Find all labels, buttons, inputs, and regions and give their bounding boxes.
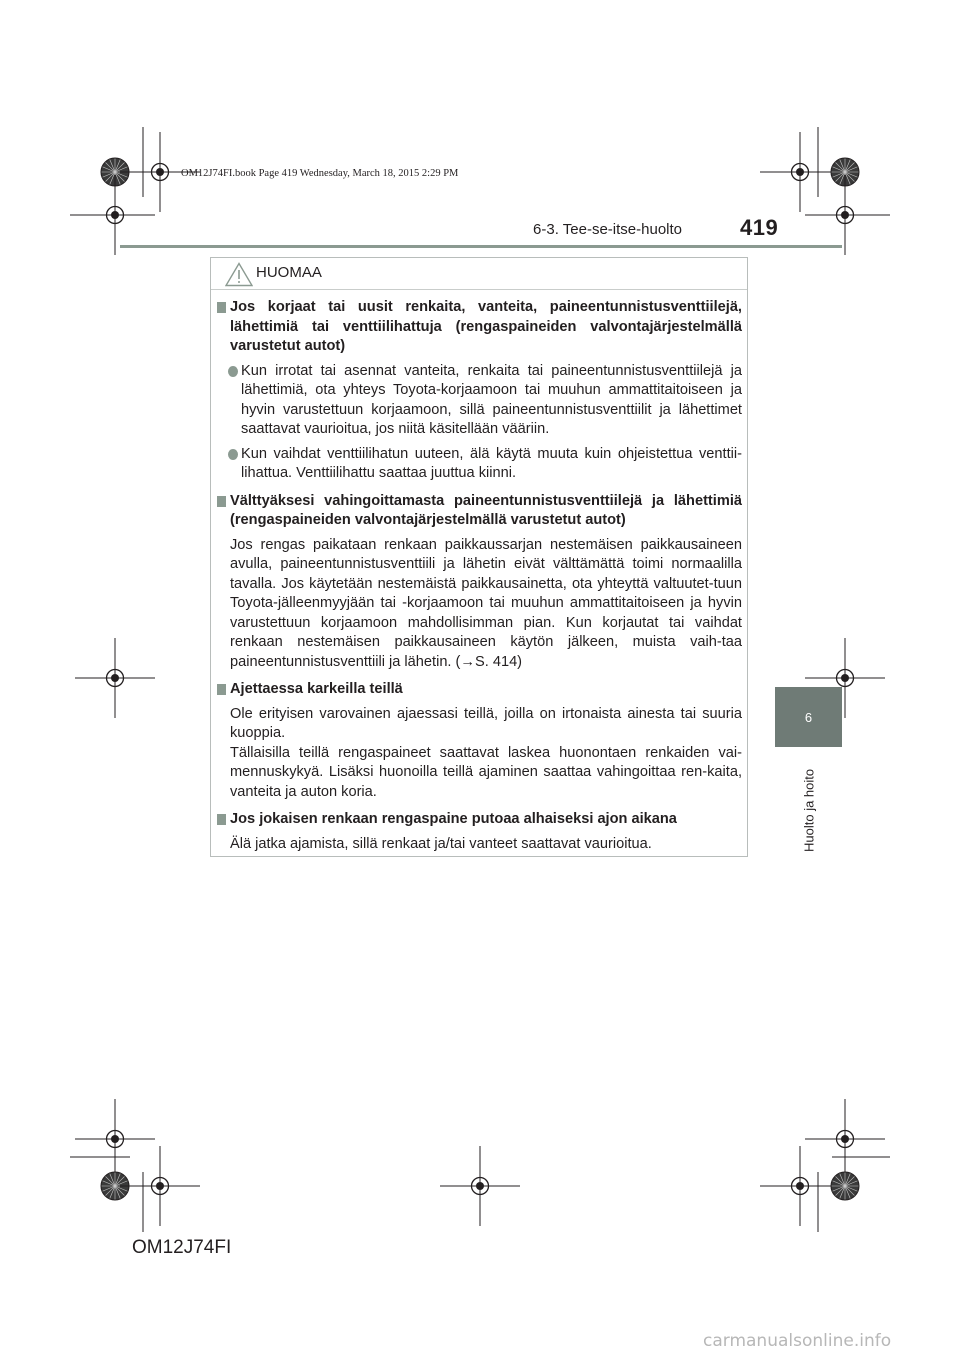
chapter-number: 6 <box>804 709 813 725</box>
warning-triangle-icon <box>225 262 253 287</box>
notice-body <box>217 298 742 854</box>
page-number: 419 <box>740 215 779 240</box>
chapter-tab <box>775 687 842 747</box>
square-bullet-icon <box>217 684 226 695</box>
bullet-item: Kun vaihdat venttiilihatun uuteen, älä käytä muuta kuin ohjeistettua venttii-lihattua. Venttiilihattu saattaa juuttua kiinni. <box>217 445 742 484</box>
section-title: 6-3. Tee-se-itse-huolto <box>533 221 682 238</box>
chapter-title: Huolto ja hoito <box>801 768 817 852</box>
square-bullet-icon <box>217 496 226 507</box>
print-info: OM12J74FI.book Page 419 Wednesday, March 18, 2015 2:29 PM <box>181 168 459 179</box>
square-bullet-icon <box>217 302 226 313</box>
section-heading: Ajettaessa karkeilla teillä <box>217 680 742 700</box>
section-heading: Jos korjaat tai uusit renkaita, vanteita, paineentunnistusventtiilejä, lähettimiä tai venttiilihattuja (rengaspaineiden valvontajärjestelmällä varustetut autot) <box>217 298 742 357</box>
square-bullet-icon <box>217 814 226 825</box>
manual-code: OM12J74FI <box>132 1237 232 1258</box>
round-bullet-icon <box>228 449 238 460</box>
header-rule <box>120 245 842 248</box>
notice-label: HUOMAA <box>256 264 322 281</box>
section-text: Tällaisilla teillä rengaspaineet saattavat laskea huonontaen renkaiden vai-mennuskykyä. Lisäksi huonoilla teillä ajaminen saattaa vahingoittaa ren-kaita, vanteita ja auton koria. <box>230 744 742 800</box>
section-text: Jos rengas paikataan renkaan paikkaussarjan nestemäisen paikkausaineen avulla, paineentunnistusventtiili ja lähetin eivät välttämättä toimi normaalilla tavalla. Jos käytetään nestemäistä paikkausainetta, ota yhteyttä valtuutet-tuun Toyota-jälleenmyyjään tai -korjaamoon tai muuhun ammattitaitoiseen ja hyvin varustettuun korjaamoon mahdollisimman pian. Kun korjautat tai vaihdat renkaan nestemäisen paikkausaineen käytön jälkeen, muista vaih-taa paineentunnistusventtiili ja lähetin. (→S. 414) <box>230 536 742 670</box>
section-heading: Välttyäksesi vahingoittamasta paineentunnistusventtiilejä ja lähettimiä (rengaspaineiden valvontajärjestelmällä varustetut autot) <box>217 492 742 531</box>
notice-header <box>211 258 747 290</box>
notice-box <box>210 257 748 857</box>
section-text: Ole erityisen varovainen ajaessasi teillä, joilla on irtonaista ainesta tai suuria kuoppia. <box>230 705 742 741</box>
bullet-item: Kun irrotat tai asennat vanteita, renkaita tai paineentunnistusventtiilejä ja lähettimiä, ota yhteys Toyota-korjaamoon tai muuhun ammattitaitoiseen ja hyvin varustettuun korjaamoon, sillä paineentunnistusventtiilit ja lähettimet saattavat vaurioitua, jos niitä käsitellään vääriin. <box>217 362 742 440</box>
watermark: carmanualsonline.info <box>703 1331 892 1351</box>
section-heading: Jos jokaisen renkaan rengaspaine putoaa alhaiseksi ajon aikana <box>217 810 742 830</box>
round-bullet-icon <box>228 366 238 377</box>
section-text: Älä jatka ajamista, sillä renkaat ja/tai vanteet saattavat vaurioitua. <box>230 835 652 852</box>
